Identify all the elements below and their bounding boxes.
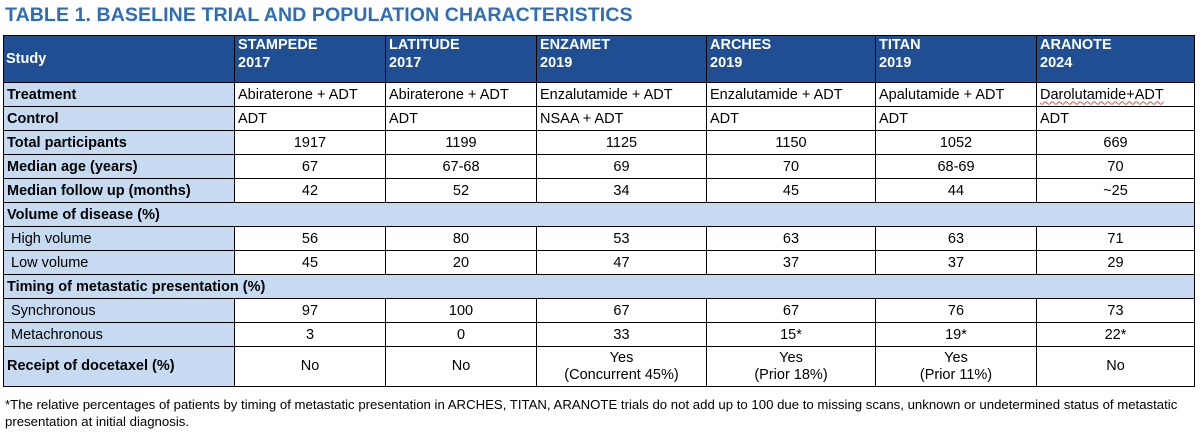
row-label: Control: [4, 107, 235, 131]
table-cell: 53: [537, 227, 707, 251]
table-cell: Enzalutamide + ADT: [707, 83, 876, 107]
table-cell: 1052: [876, 131, 1037, 155]
table-cell: 63: [876, 227, 1037, 251]
table-row-median-follow-up: [4, 179, 1195, 203]
study-header: [386, 36, 537, 83]
characteristics-table: [3, 35, 1195, 387]
table-title: TABLE 1. BASELINE TRIAL AND POPULATION CHARACTERISTICS: [5, 4, 633, 26]
table-cell: 20: [386, 251, 537, 275]
table-cell: 45: [707, 179, 876, 203]
table-cell: Abiraterone + ADT: [235, 83, 386, 107]
table-cell: NSAA + ADT: [537, 107, 707, 131]
table-cell: 19*: [876, 323, 1037, 347]
row-label: Metachronous: [4, 323, 235, 347]
table-cell: 68-69: [876, 155, 1037, 179]
table-cell: 3: [235, 323, 386, 347]
study-year: 2017: [238, 55, 271, 71]
cell-main-text: No: [300, 358, 320, 374]
table-cell: 76: [876, 299, 1037, 323]
table-cell: 67: [537, 299, 707, 323]
table-cell: 29: [1037, 251, 1195, 275]
table-cell: 33: [537, 323, 707, 347]
table-row-metachronous: [4, 323, 1195, 347]
cell-main-text: No: [1106, 358, 1125, 374]
study-year: 2017: [389, 55, 422, 71]
table-section-volume: [4, 203, 1195, 227]
table-row-synchronous: [4, 299, 1195, 323]
cell-main-text: Yes: [779, 349, 803, 366]
cell-detail-text: (Concurrent 45%): [564, 366, 679, 383]
table-cell: 71: [1037, 227, 1195, 251]
table-cell: 0: [386, 323, 537, 347]
study-header: [1037, 36, 1195, 83]
cell-detail-text: (Prior 18%): [754, 366, 828, 383]
table-cell: [235, 347, 386, 387]
table-cell: ADT: [1037, 107, 1195, 131]
table-cell: 63: [707, 227, 876, 251]
table-cell: Abiraterone + ADT: [386, 83, 537, 107]
row-label: Median follow up (months): [4, 179, 235, 203]
table-cell: 22*: [1037, 323, 1195, 347]
table-row-docetaxel: [4, 347, 1195, 387]
study-year: 2019: [710, 55, 743, 71]
row-label: High volume: [4, 227, 235, 251]
table-row-total-participants: [4, 131, 1195, 155]
table-cell: [386, 347, 537, 387]
table-cell: [537, 347, 707, 387]
study-name: STAMPEDE: [238, 37, 318, 53]
table-row-control: [4, 107, 1195, 131]
cell-main-text: Yes: [609, 349, 634, 366]
table-cell: 1125: [537, 131, 707, 155]
study-header: [235, 36, 386, 83]
table-cell: 80: [386, 227, 537, 251]
table-row-low-volume: [4, 251, 1195, 275]
study-year: 2019: [879, 55, 912, 71]
cell-main-text: No: [451, 358, 471, 374]
table-section-timing: [4, 275, 1195, 299]
table-cell: 52: [386, 179, 537, 203]
table-cell: 37: [707, 251, 876, 275]
table-cell: ADT: [876, 107, 1037, 131]
study-name: ARANOTE: [1040, 37, 1112, 53]
table-cell: [707, 347, 876, 387]
table-cell: 73: [1037, 299, 1195, 323]
table-cell: [1037, 83, 1195, 107]
cell-detail-text: (Prior 11%): [919, 366, 993, 383]
table-cell: 34: [537, 179, 707, 203]
table-cell: 37: [876, 251, 1037, 275]
study-header: [876, 36, 1037, 83]
section-heading: Volume of disease (%): [4, 203, 1195, 227]
table-cell: 67: [235, 155, 386, 179]
table-cell: Apalutamide + ADT: [876, 83, 1037, 107]
row-label: Total participants: [4, 131, 235, 155]
study-name: LATITUDE: [389, 37, 460, 53]
table-cell: 70: [1037, 155, 1195, 179]
table-row-high-volume: [4, 227, 1195, 251]
study-header-label: Study: [4, 36, 235, 83]
table-cell: 100: [386, 299, 537, 323]
table-cell: [876, 347, 1037, 387]
table-row-median-age: [4, 155, 1195, 179]
table-cell: Enzalutamide + ADT: [537, 83, 707, 107]
table-cell: 70: [707, 155, 876, 179]
table-cell: 67-68: [386, 155, 537, 179]
table-cell: 56: [235, 227, 386, 251]
table-cell: 1199: [386, 131, 537, 155]
study-name: ARCHES: [710, 37, 772, 53]
cell-main-text: Yes: [944, 349, 968, 366]
table-cell: 1917: [235, 131, 386, 155]
row-label: Synchronous: [4, 299, 235, 323]
table-cell: 669: [1037, 131, 1195, 155]
row-label: Median age (years): [4, 155, 235, 179]
table-cell: 42: [235, 179, 386, 203]
row-label: Low volume: [4, 251, 235, 275]
study-year: 2019: [540, 55, 573, 71]
section-heading: Timing of metastatic presentation (%): [4, 275, 1195, 299]
table-cell: 69: [537, 155, 707, 179]
table-cell: 15*: [707, 323, 876, 347]
footnote: *The relative percentages of patients by timing of metastatic presentation in ARCHES, TITAN, ARANOTE trials do not add up to 100 due to missing scans, unknown or undetermined status of metastatic presentation at initial diagnosis.: [5, 397, 1178, 429]
study-name: ENZAMET: [540, 37, 611, 53]
table-row-treatment: [4, 83, 1195, 107]
table-cell: 44: [876, 179, 1037, 203]
study-header: [707, 36, 876, 83]
row-label: Treatment: [4, 83, 235, 107]
table-cell: ADT: [707, 107, 876, 131]
table-cell: 47: [537, 251, 707, 275]
table-cell: 1150: [707, 131, 876, 155]
table-cell: 97: [235, 299, 386, 323]
header-row: [4, 36, 1195, 83]
row-label: Receipt of docetaxel (%): [4, 347, 235, 387]
study-name: TITAN: [879, 37, 921, 53]
table-cell: 45: [235, 251, 386, 275]
table-cell: 67: [707, 299, 876, 323]
table-cell: ~25: [1037, 179, 1195, 203]
study-year: 2024: [1040, 55, 1073, 71]
study-header: [537, 36, 707, 83]
spellcheck-underlined-text: Darolutamide+ADT: [1040, 86, 1164, 103]
table-cell: ADT: [386, 107, 537, 131]
table-cell: ADT: [235, 107, 386, 131]
table-cell: [1037, 347, 1195, 387]
